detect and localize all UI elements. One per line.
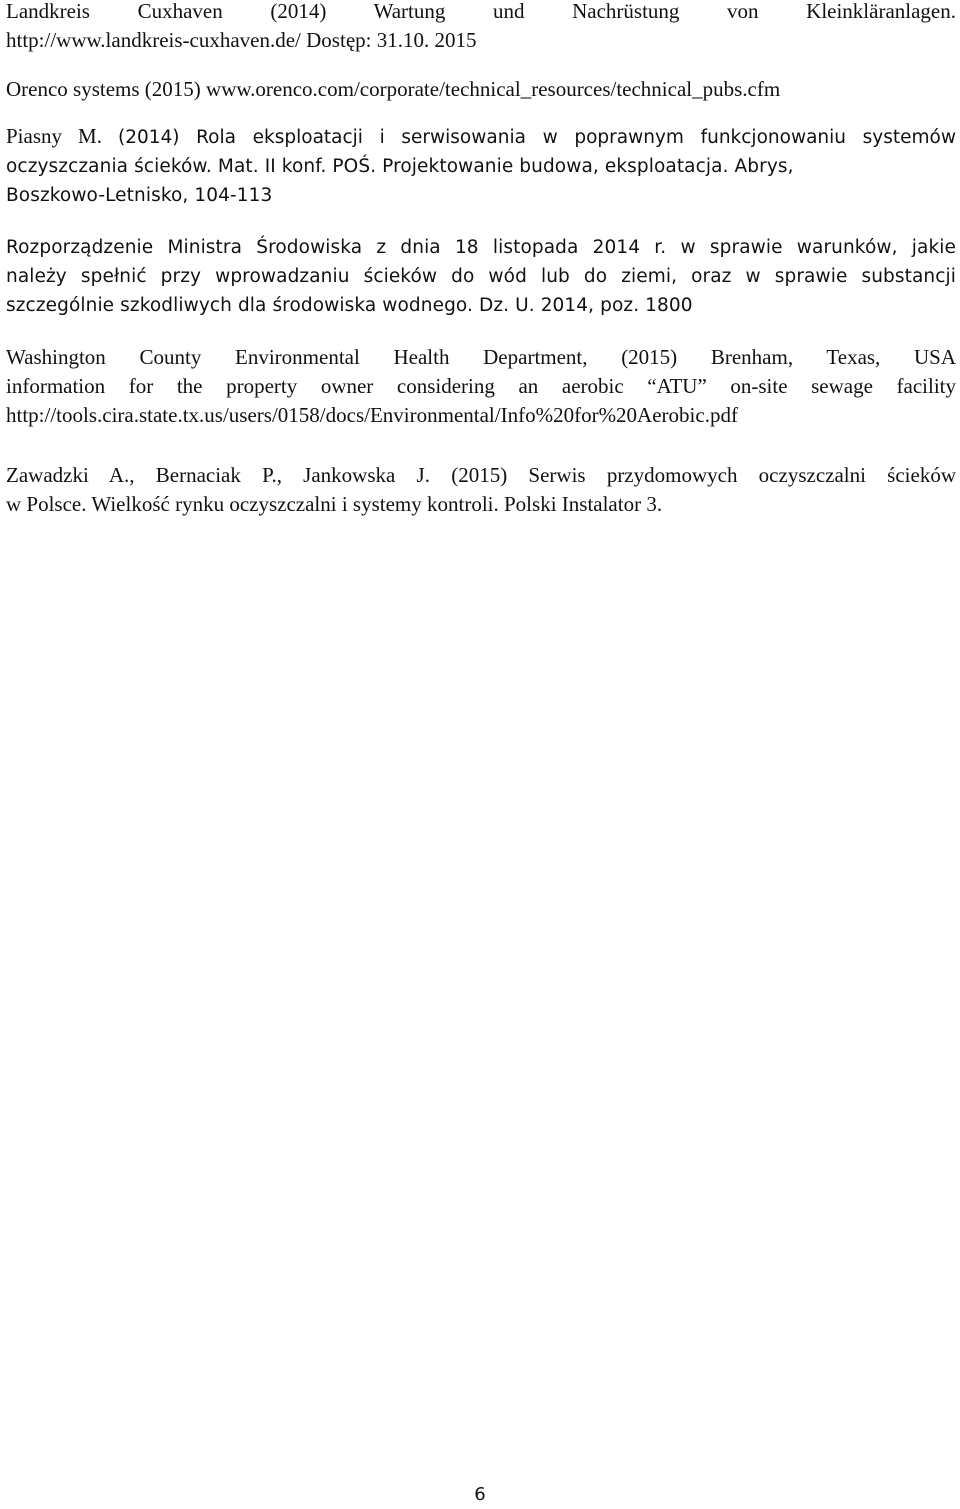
reference-landkreis-cuxhaven xyxy=(6,0,956,55)
reference-orenco-systems xyxy=(6,75,956,104)
reference-line: szczególnie szkodliwych dla środowiska wodnego. Dz. U. 2014, poz. 1800 xyxy=(6,295,693,316)
reference-washington-county xyxy=(6,343,956,430)
page-number: 6 xyxy=(474,1484,486,1505)
reference-rozporzadzenie xyxy=(6,233,956,320)
reference-line: information for the property owner considering an aerobic “ATU” on-site sewage facility xyxy=(6,374,956,398)
reference-line: http://tools.cira.state.tx.us/users/0158/docs/Environmental/Info%20for%20Aerobic.pdf xyxy=(6,403,738,427)
reference-line: Washington County Environmental Health Department, (2015) Brenham, Texas, USA xyxy=(6,345,956,369)
reference-title: (2014) Rola eksploatacji i serwisowania w poprawnym funkcjonowaniu systemów xyxy=(117,127,956,148)
reference-line: oczyszczania ścieków. Mat. II konf. POŚ. Projektowanie budowa, eksploatacja. Abrys, xyxy=(6,156,794,177)
reference-line: Rozporządzenie Ministra Środowiska z dnia 18 listopada 2014 r. w sprawie warunków, jakie xyxy=(6,237,956,258)
reference-piasny xyxy=(6,122,956,210)
reference-line: Orenco systems (2015) www.orenco.com/corporate/technical_resources/technical_pubs.cfm xyxy=(6,77,781,101)
reference-line: Landkreis Cuxhaven (2014) Wartung und Nachrüstung von Kleinkläranlagen. xyxy=(6,0,956,23)
reference-line: Boszkowo-Letnisko, 104-113 xyxy=(6,185,273,206)
reference-zawadzki xyxy=(6,461,956,519)
reference-line: w Polsce. Wielkość rynku oczyszczalni i systemy kontroli. Polski Instalator 3. xyxy=(6,492,663,516)
reference-line: Zawadzki A., Bernaciak P., Jankowska J. (2015) Serwis przydomowych oczyszczalni ścieków xyxy=(6,463,956,487)
reference-line: http://www.landkreis-cuxhaven.de/ Dostęp: 31.10. 2015 xyxy=(6,28,477,52)
reference-line xyxy=(6,122,956,152)
reference-line: należy spełnić przy wprowadzaniu ścieków do wód lub do ziemi, oraz w sprawie substancji xyxy=(6,266,956,287)
reference-author: Piasny M. xyxy=(6,124,118,148)
